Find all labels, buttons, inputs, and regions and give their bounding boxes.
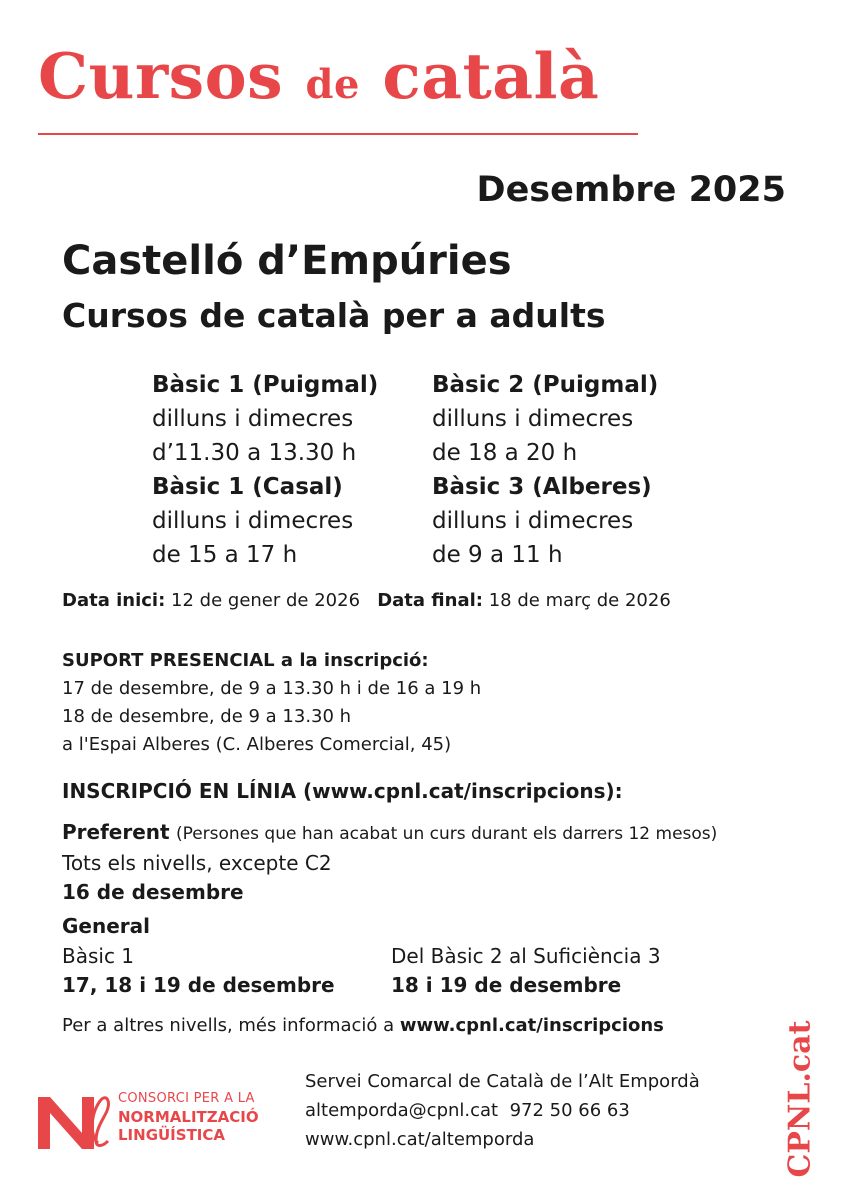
preferent-levels: Tots els nivells, excepte C2	[62, 851, 332, 875]
contact-email[interactable]: altemporda@cpnl.cat	[305, 1100, 499, 1121]
course-block	[152, 368, 378, 470]
course-time: d’11.30 a 13.30 h	[152, 440, 357, 466]
general-levels: Bàsic 1	[62, 944, 135, 968]
contact-web[interactable]: www.cpnl.cat/altemporda	[305, 1129, 535, 1150]
title-divider	[38, 133, 638, 135]
more-info-text: Per a altres nivells, més informació a	[62, 1015, 395, 1036]
general-heading: General	[62, 914, 150, 938]
logo-line-3: LINGÜÍSTICA	[118, 1126, 225, 1144]
end-date-label: Data final:	[377, 590, 483, 611]
course-dates	[62, 590, 671, 611]
support-heading: SUPORT PRESENCIAL a la inscripció:	[62, 650, 429, 671]
course-name: Bàsic 1 (Casal)	[152, 474, 343, 500]
general-levels: Del Bàsic 2 al Suficiència 3	[391, 944, 661, 968]
logo-line-1: CONSORCI PER A LA	[118, 1091, 255, 1106]
support-line: a l'Espai Alberes (C. Alberes Comercial, 45)	[62, 734, 452, 755]
start-date-value: 12 de gener de 2026	[171, 590, 361, 611]
start-date-label: Data inici:	[62, 590, 166, 611]
course-days: dilluns i dimecres	[432, 406, 634, 432]
online-heading: INSCRIPCIÓ EN LÍNIA (www.cpnl.cat/inscripcions):	[62, 779, 623, 803]
logo-line-2: NORMALITZACIÓ	[118, 1108, 259, 1126]
more-info-link[interactable]: www.cpnl.cat/inscripcions	[399, 1015, 664, 1036]
preferent-section	[62, 818, 717, 907]
town-heading: Castelló d’Empúries	[62, 238, 512, 284]
support-section	[62, 647, 481, 759]
contact-phone: 972 50 66 63	[509, 1100, 630, 1121]
course-block	[152, 470, 353, 572]
course-name: Bàsic 2 (Puigmal)	[432, 372, 659, 398]
general-group	[391, 942, 661, 1000]
logo-text	[118, 1090, 259, 1144]
title-word-3: català	[382, 39, 600, 113]
course-time: de 9 a 11 h	[432, 542, 563, 568]
course-name: Bàsic 3 (Alberes)	[432, 474, 652, 500]
preferent-note: (Persones que han acabat un curs durant els darrers 12 mesos)	[175, 824, 718, 844]
course-days: dilluns i dimecres	[432, 508, 634, 534]
course-block	[432, 470, 652, 572]
contact-service: Servei Comarcal de Català de l’Alt Empordà	[305, 1071, 700, 1092]
general-dates: 17, 18 i 19 de desembre	[62, 973, 335, 997]
more-info	[62, 1015, 664, 1036]
subtitle: Cursos de català per a adults	[62, 296, 606, 335]
preferent-date: 16 de desembre	[62, 880, 244, 904]
support-line: 17 de desembre, de 9 a 13.30 h i de 16 a 19 h	[62, 678, 482, 699]
course-time: de 15 a 17 h	[152, 542, 298, 568]
course-block	[432, 368, 658, 470]
course-name: Bàsic 1 (Puigmal)	[152, 372, 379, 398]
general-group	[62, 942, 335, 1000]
page-title	[38, 38, 599, 123]
month-heading: Desembre 2025	[476, 170, 786, 210]
preferent-label: Preferent	[62, 820, 170, 844]
side-brand: CPNL.cat	[782, 1020, 818, 1178]
support-line: 18 de desembre, de 9 a 13.30 h	[62, 706, 352, 727]
end-date-value: 18 de març de 2026	[488, 590, 671, 611]
cpnl-logo-icon	[36, 1093, 116, 1155]
title-word-1: Cursos	[38, 39, 284, 113]
course-time: de 18 a 20 h	[432, 440, 578, 466]
course-days: dilluns i dimecres	[152, 406, 354, 432]
title-word-2: de	[305, 61, 360, 108]
general-dates: 18 i 19 de desembre	[391, 973, 622, 997]
course-days: dilluns i dimecres	[152, 508, 354, 534]
contact-block	[305, 1067, 700, 1154]
